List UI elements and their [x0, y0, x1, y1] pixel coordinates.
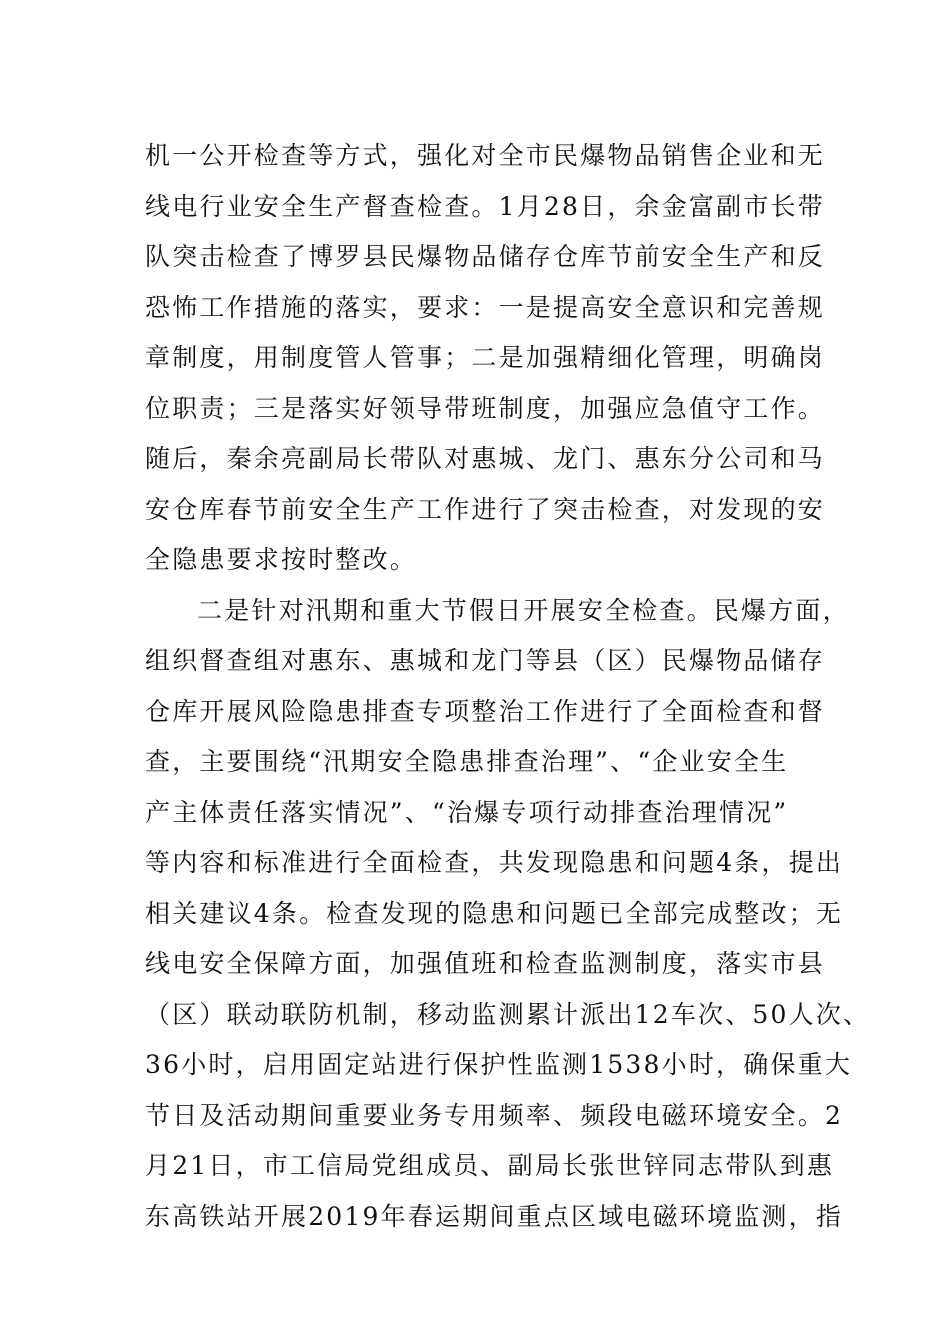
text-line: 恐怖工作措施的落实，要求：一是提高安全意识和完善规 — [145, 292, 826, 322]
text-line: 安仓库春节前安全生产工作进行了突击检查，对发现的安 — [145, 494, 826, 524]
text-line: 仓库开展风险隐患排查专项整治工作进行了全面检查和督 — [145, 696, 826, 726]
body-text — [145, 131, 871, 1242]
text-line: 线电安全保障方面，加强值班和检查监测制度，落实市县 — [145, 949, 826, 978]
text-line: （区）联动联防机制，移动监测累计派出12车次、50人次、 — [145, 999, 871, 1029]
paragraph-start-line: 二是针对汛期和重大节假日开展安全检查。民爆方面， — [197, 595, 850, 625]
text-line: 随后，秦余亮副局长带队对惠城、龙门、惠东分公司和马 — [145, 444, 826, 473]
text-line: 36小时，启用固定站进行保护性监测1538小时，确保重大 — [145, 1050, 853, 1079]
text-line: 相关建议4条。检查发现的隐患和问题已全部完成整改；无 — [145, 898, 844, 928]
text-line: 位职责；三是落实好领导带班制度，加强应急值守工作。 — [145, 393, 826, 423]
text-line: 组织督查组对惠东、惠城和龙门等县（区）民爆物品储存 — [145, 646, 826, 675]
text-line: 月21日，市工信局党组成员、副局长张世锌同志带队到惠 — [145, 1151, 835, 1180]
text-line: 全隐患要求按时整改。 — [145, 545, 418, 574]
text-line: 节日及活动期间重要业务专用频率、频段电磁环境安全。2 — [145, 1100, 844, 1130]
text-line: 章制度，用制度管人管事；二是加强精细化管理，明确岗 — [145, 343, 826, 372]
text-line: 队突击检查了博罗县民爆物品储存仓库节前安全生产和反 — [145, 242, 826, 271]
text-line: 线电行业安全生产督查检查。1月28日，余金富副市长带 — [145, 191, 825, 221]
text-line: 等内容和标准进行全面检查，共发现隐患和问题4条，提出 — [145, 848, 844, 877]
text-line: 产主体责任落实情况”、“治爆专项行动排查治理情况” — [145, 797, 789, 827]
text-line: 机一公开检查等方式，强化对全市民爆物品销售企业和无 — [145, 141, 826, 170]
text-line: 东高铁站开展2019年春运期间重点区域电磁环境监测，指 — [145, 1201, 844, 1231]
text-line: 查，主要围绕“汛期安全隐患排查治理”、“企业安全生 — [145, 747, 789, 776]
